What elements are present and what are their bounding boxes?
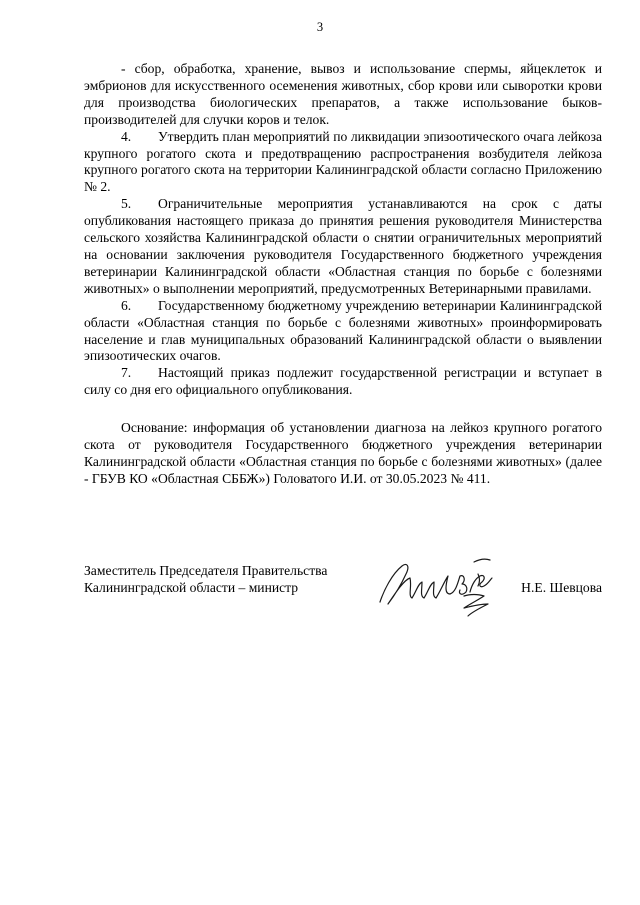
order-item-4 bbox=[84, 129, 602, 197]
signature-block bbox=[84, 562, 602, 622]
order-item-7 bbox=[84, 365, 602, 399]
item-number: 5. bbox=[121, 196, 132, 212]
item-text: Настоящий приказ подлежит государственной регистрации и вступает в силу со дня его официального опубликования. bbox=[84, 365, 602, 398]
continuation-paragraph: - сбор, обработка, хранение, вывоз и использование спермы, яйцеклеток и эмбрионов для искусственного осеменения животных, сбор крови или сыворотки крови для производства биологических препаратов, а также использование быков-производителей для случки коров и телок. bbox=[84, 61, 602, 127]
item-number: 4. bbox=[121, 128, 132, 144]
basis-paragraph: Основание: информация об установлении диагноза на лейкоз крупного рогатого скота от руководителя Государственного бюджетного учреждения ветеринарии Калининградской области «Областная станция по борьбе с болезнями животных» (далее - ГБУВ КО «Областная СББЖ») Головатого И.И. от 30.05.2023 № 411. bbox=[84, 420, 602, 486]
page-number: 3 bbox=[316, 20, 324, 34]
signatory-name: Н.Е. Шевцова bbox=[521, 580, 602, 595]
item-text: Государственному бюджетному учреждению ветеринарии Калининградской области «Областная станция по борьбе с болезнями животных» проинформировать население и глав муниципальных образований Калининградской области о выявлении эпизоотических очагов. bbox=[84, 297, 602, 364]
order-item-5 bbox=[84, 196, 602, 297]
item-number: 6. bbox=[121, 297, 132, 313]
signatory-title-line2: Калининградской области – министр bbox=[84, 580, 299, 595]
item-text: Утвердить план мероприятий по ликвидации эпизоотического очага лейкоза крупного рогатого скота и предотвращению распространения возбудителя лейкоза крупного рогатого скота на территории Калининградской области согласно Приложению № 2. bbox=[84, 128, 602, 195]
signatory-title-line1: Заместитель Председателя Правительства bbox=[84, 563, 328, 578]
signatory-title bbox=[84, 562, 327, 596]
document-body bbox=[84, 61, 602, 488]
item-number: 7. bbox=[121, 365, 132, 381]
order-item-6 bbox=[84, 298, 602, 366]
handwritten-signature bbox=[374, 552, 509, 620]
item-text: Ограничительные мероприятия устанавливаются на срок с даты опубликования настоящего приказа до принятия решения руководителя Министерства сельского хозяйства Калининградской области о снятии ограничительных мероприятий на основании заключения руководителя Государственного бюджетного учреждения ветеринарии Калининградской области «Областная станция по борьбе с болезнями животных» о выполнении мероприятий, предусмотренных Ветеринарными правилами. bbox=[84, 196, 602, 296]
